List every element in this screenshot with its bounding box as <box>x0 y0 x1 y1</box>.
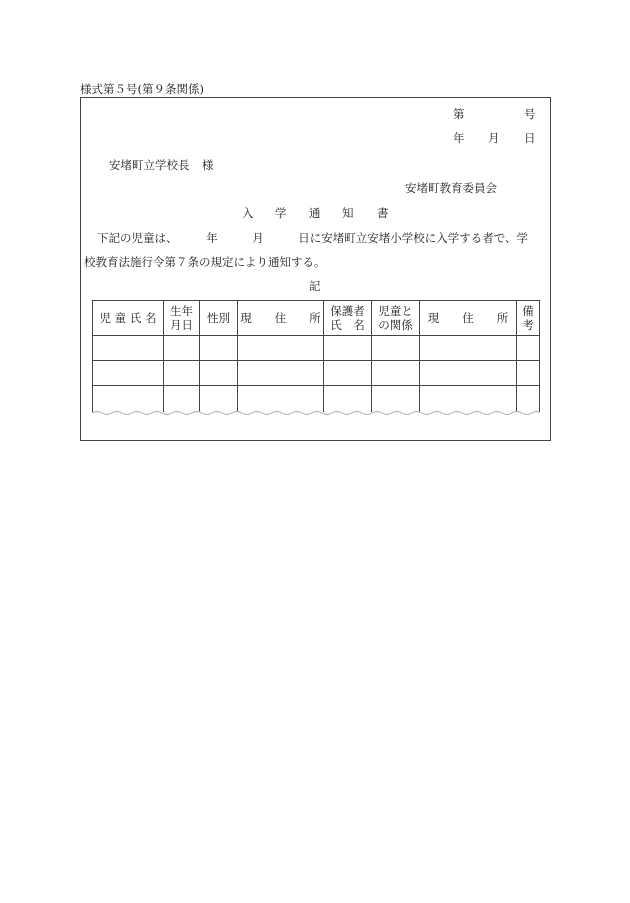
table-cell[interactable] <box>420 386 517 413</box>
table-cell[interactable] <box>93 336 164 361</box>
table-cell[interactable] <box>164 386 200 413</box>
ki-heading: 記 <box>309 279 321 293</box>
table-cell[interactable] <box>517 386 540 413</box>
form-caption: 様式第５号(第９条関係) <box>80 82 204 96</box>
title-char: 入 <box>242 206 254 220</box>
table-cell[interactable] <box>164 361 200 386</box>
table-cell[interactable] <box>93 386 164 413</box>
addressee-honorific: 様 <box>202 158 214 172</box>
table-cell[interactable] <box>200 336 238 361</box>
date-year-label: 年 <box>453 131 465 145</box>
title-char: 学 <box>275 206 287 220</box>
date-day-label: 日 <box>524 131 536 145</box>
table-cell[interactable] <box>324 336 372 361</box>
table-cell[interactable] <box>324 386 372 413</box>
title-char: 知 <box>342 206 354 220</box>
addressee: 安堵町立学校長 <box>109 158 190 172</box>
header-address: 現 住 所 <box>238 301 324 336</box>
title-char: 通 <box>309 206 321 220</box>
table-cell[interactable] <box>372 361 420 386</box>
header-guardian-address: 現 住 所 <box>420 301 517 336</box>
table-header-row <box>93 301 540 336</box>
number-prefix: 第 <box>453 107 465 121</box>
table-cell[interactable] <box>238 336 324 361</box>
table-row <box>93 336 540 361</box>
header-sex: 性別 <box>200 301 238 336</box>
body-text-line-1: 下記の児童は、 年 月 日に安堵町立安堵小学校に入学する者で、学 <box>97 231 529 245</box>
table-cell[interactable] <box>200 361 238 386</box>
table-cell[interactable] <box>93 361 164 386</box>
table-cell[interactable] <box>517 336 540 361</box>
table-cell[interactable] <box>517 361 540 386</box>
table-cell[interactable] <box>200 386 238 413</box>
table-row <box>93 361 540 386</box>
header-guardian-name: 保護者 氏 名 <box>324 301 372 336</box>
header-relation: 児童と の関係 <box>372 301 420 336</box>
date-month-label: 月 <box>488 131 500 145</box>
table-cell[interactable] <box>238 361 324 386</box>
header-student-name: 児 童 氏 名 <box>93 301 164 336</box>
student-table <box>92 300 539 412</box>
table-cell[interactable] <box>238 386 324 413</box>
body-text-line-2: 校教育法施行令第７条の規定により通知する。 <box>84 255 326 269</box>
issuer: 安堵町教育委員会 <box>405 181 497 195</box>
table-row <box>93 386 540 413</box>
table-cell[interactable] <box>324 361 372 386</box>
table-cell[interactable] <box>420 361 517 386</box>
table-cell[interactable] <box>164 336 200 361</box>
table-cell[interactable] <box>372 386 420 413</box>
header-remarks: 備 考 <box>517 301 540 336</box>
header-birthdate: 生年 月日 <box>164 301 200 336</box>
title-char: 書 <box>377 206 389 220</box>
table-cell[interactable] <box>372 336 420 361</box>
table-cell[interactable] <box>420 336 517 361</box>
table-break-wave <box>92 410 539 416</box>
number-suffix: 号 <box>524 107 536 121</box>
